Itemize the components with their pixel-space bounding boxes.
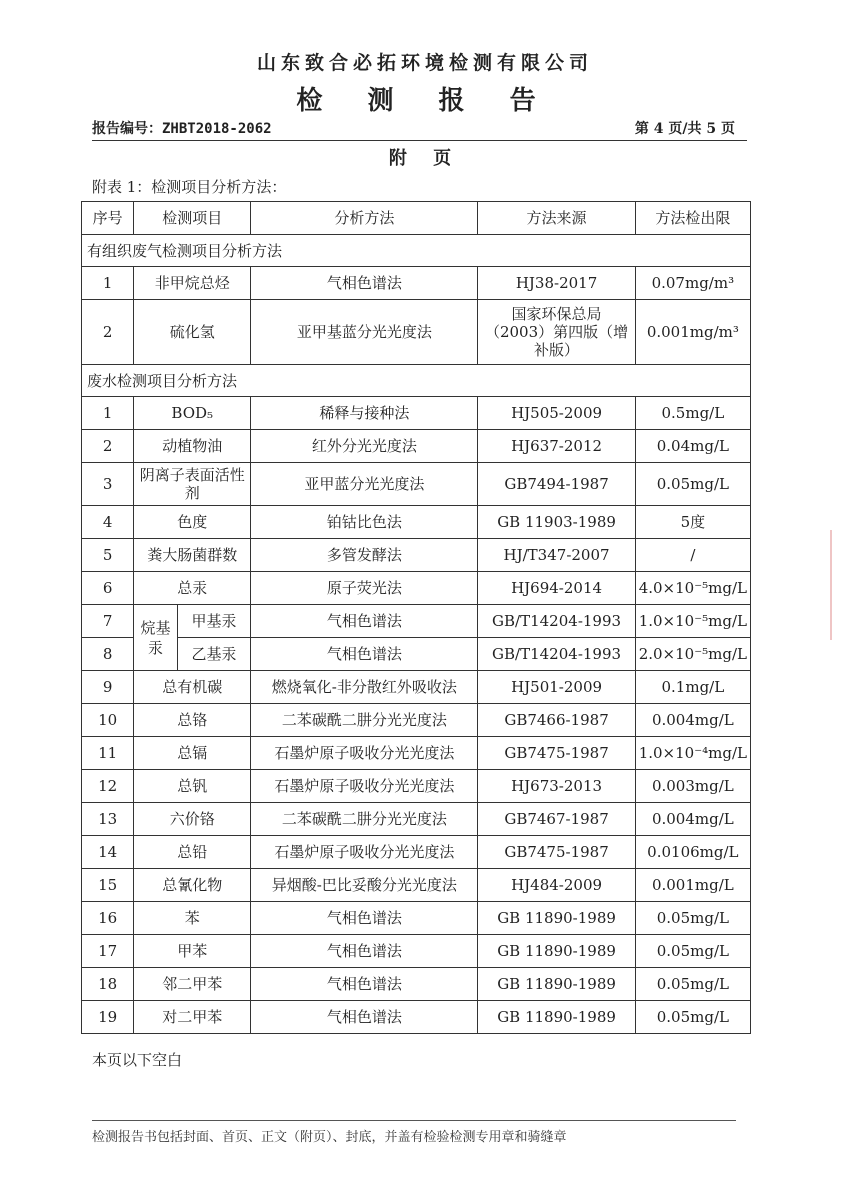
report-title: 检 测 报 告 [296,86,554,116]
cell-source: GB 11890-1989 [478,935,635,968]
footer-statement: 检测报告书包括封面、首页、正文（附页）、封底，并盖有检验检测专用章和骑缝章 [92,1130,567,1145]
cell-item: 总镉 [134,737,251,770]
cell-method: 原子荧光法 [251,572,478,605]
cell-item: 总铬 [134,704,251,737]
cell-limit: 0.004mg/L [635,704,750,737]
table-row [82,397,751,430]
cell-item: 乙基汞 [177,638,251,671]
cell-limit: 0.05mg/L [635,902,750,935]
cell-no: 8 [82,638,134,671]
table-row [82,737,751,770]
company-name: 山东致合必拓环境检测有限公司 [256,52,593,74]
footer-rule [92,1120,736,1121]
page-info: 第 4 页/共 5 页 [634,121,735,137]
header-source: 方法来源 [478,202,635,235]
table-row [82,463,751,506]
cell-source: HJ38-2017 [478,267,635,300]
cell-item: 苯 [134,902,251,935]
report-number-value: ZHBT2018-2062 [162,121,272,137]
cell-limit: 0.07mg/m³ [635,267,750,300]
cell-limit: 0.004mg/L [635,803,750,836]
cell-source: GB 11903-1989 [478,506,635,539]
cell-method: 气相色谱法 [251,605,478,638]
cell-limit: 0.0106mg/L [635,836,750,869]
table-row [82,506,751,539]
table-row [82,638,751,671]
cell-no: 16 [82,902,134,935]
cell-method: 二苯碳酰二肼分光光度法 [251,803,478,836]
cell-method: 亚甲基蓝分光光度法 [251,300,478,365]
cell-source: HJ637-2012 [478,430,635,463]
table-row [82,935,751,968]
header-item: 检测项目 [134,202,251,235]
cell-source: HJ505-2009 [478,397,635,430]
cell-item: 总有机碳 [134,671,251,704]
cell-method: 气相色谱法 [251,638,478,671]
table-row [82,968,751,1001]
cell-no: 11 [82,737,134,770]
cell-source: GB7466-1987 [478,704,635,737]
cell-item: 粪大肠菌群数 [134,539,251,572]
cell-method: 石墨炉原子吸收分光光度法 [251,737,478,770]
table-header-row [82,202,751,235]
cell-item: 总钒 [134,770,251,803]
section-row-water [82,365,751,397]
cell-limit: 0.1mg/L [635,671,750,704]
cell-method: 石墨炉原子吸收分光光度法 [251,770,478,803]
table-row [82,902,751,935]
cell-source: GB 11890-1989 [478,1001,635,1034]
cell-limit: 2.0×10⁻⁵mg/L [635,638,750,671]
section-title-gas: 有组织废气检测项目分析方法 [82,235,751,267]
cell-limit: 0.04mg/L [635,430,750,463]
cell-source: HJ/T347-2007 [478,539,635,572]
cell-method: 异烟酸-巴比妥酸分光光度法 [251,869,478,902]
cell-item: 色度 [134,506,251,539]
cell-no: 9 [82,671,134,704]
cell-limit: 4.0×10⁻⁵mg/L [635,572,750,605]
cell-method: 亚甲蓝分光光度法 [251,463,478,506]
cell-group: 烷基汞 [134,605,177,671]
cell-item: 总铅 [134,836,251,869]
cell-source: GB/T14204-1993 [478,605,635,638]
cell-method: 红外分光光度法 [251,430,478,463]
report-number-label: 报告编号： [92,121,162,137]
seal-edge-mark [830,530,848,640]
cell-no: 3 [82,463,134,506]
table-row [82,836,751,869]
cell-no: 19 [82,1001,134,1034]
cell-method: 气相色谱法 [251,902,478,935]
table-row [82,1001,751,1034]
cell-limit: 0.05mg/L [635,1001,750,1034]
section-row-gas [82,235,751,267]
cell-limit: 0.001mg/L [635,869,750,902]
table-row [82,300,751,365]
cell-method: 稀释与接种法 [251,397,478,430]
cell-no: 15 [82,869,134,902]
header-limit: 方法检出限 [635,202,750,235]
cell-source: GB7494-1987 [478,463,635,506]
cell-limit: 0.05mg/L [635,935,750,968]
cell-method: 气相色谱法 [251,968,478,1001]
cell-limit: 0.05mg/L [635,968,750,1001]
section-title-water: 废水检测项目分析方法 [82,365,751,397]
cell-no: 14 [82,836,134,869]
appendix-title: 附 页 [388,148,462,169]
header-no: 序号 [82,202,134,235]
cell-item: 六价铬 [134,803,251,836]
table-row [82,267,751,300]
cell-item: 非甲烷总烃 [134,267,251,300]
cell-limit: 1.0×10⁻⁵mg/L [635,605,750,638]
cell-no: 1 [82,267,134,300]
cell-source: GB7467-1987 [478,803,635,836]
cell-source: HJ484-2009 [478,869,635,902]
cell-method: 燃烧氧化-非分散红外吸收法 [251,671,478,704]
table-row [82,430,751,463]
cell-item: BOD₅ [134,397,251,430]
cell-no: 4 [82,506,134,539]
table-row [82,605,751,638]
cell-item: 阴离子表面活性剂 [134,463,251,506]
cell-source: HJ694-2014 [478,572,635,605]
cell-item: 对二甲苯 [134,1001,251,1034]
cell-no: 6 [82,572,134,605]
header-rule [92,140,747,141]
blank-note: 本页以下空白 [92,1051,183,1069]
cell-source: HJ673-2013 [478,770,635,803]
cell-item: 硫化氢 [134,300,251,365]
cell-item: 甲苯 [134,935,251,968]
cell-no: 18 [82,968,134,1001]
cell-item: 总氰化物 [134,869,251,902]
cell-no: 2 [82,300,134,365]
cell-method: 多管发酵法 [251,539,478,572]
cell-no: 5 [82,539,134,572]
cell-method: 气相色谱法 [251,1001,478,1034]
cell-source: GB7475-1987 [478,737,635,770]
cell-no: 7 [82,605,134,638]
cell-source: GB 11890-1989 [478,902,635,935]
cell-method: 气相色谱法 [251,935,478,968]
cell-no: 13 [82,803,134,836]
cell-limit: / [635,539,750,572]
report-number [92,118,272,138]
cell-no: 1 [82,397,134,430]
table-row [82,770,751,803]
cell-method: 二苯碳酰二肼分光光度法 [251,704,478,737]
methods-table [81,201,751,1034]
appendix-subtitle: 附表 1：检测项目分析方法： [92,178,287,196]
cell-source: GB7475-1987 [478,836,635,869]
cell-item: 动植物油 [134,430,251,463]
cell-limit: 0.05mg/L [635,463,750,506]
cell-limit: 5度 [635,506,750,539]
cell-method: 铂钴比色法 [251,506,478,539]
table-row [82,869,751,902]
cell-source: 国家环保总局（2003）第四版（增补版） [478,300,635,365]
cell-method: 气相色谱法 [251,267,478,300]
cell-no: 12 [82,770,134,803]
cell-source: GB/T14204-1993 [478,638,635,671]
cell-no: 2 [82,430,134,463]
cell-no: 10 [82,704,134,737]
cell-limit: 0.5mg/L [635,397,750,430]
cell-no: 17 [82,935,134,968]
cell-limit: 0.001mg/m³ [635,300,750,365]
methods-table-body [82,202,751,1034]
cell-item: 甲基汞 [177,605,251,638]
cell-method: 石墨炉原子吸收分光光度法 [251,836,478,869]
cell-source: GB 11890-1989 [478,968,635,1001]
cell-item: 总汞 [134,572,251,605]
header-method: 分析方法 [251,202,478,235]
table-row [82,704,751,737]
table-row [82,803,751,836]
table-row [82,572,751,605]
table-row [82,671,751,704]
table-row [82,539,751,572]
cell-limit: 1.0×10⁻⁴mg/L [635,737,750,770]
cell-source: HJ501-2009 [478,671,635,704]
cell-limit: 0.003mg/L [635,770,750,803]
cell-item: 邻二甲苯 [134,968,251,1001]
